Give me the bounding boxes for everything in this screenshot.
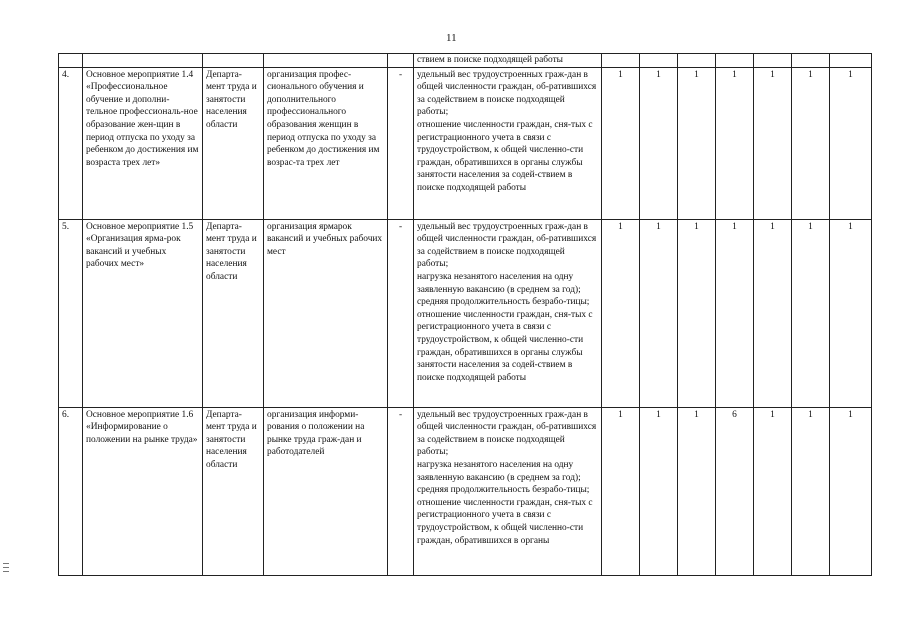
cell-direction: организация ярмарок вакансий и учебных рабочих мест bbox=[264, 219, 388, 407]
cell-value: 1 bbox=[678, 219, 716, 407]
cell-direction: организация профес-сионального обучения и дополнительного профессионального образования женщин в период отпуска по уходу за ребенком до достижения им возрас-та трех лет bbox=[264, 67, 388, 219]
cell-value: 1 bbox=[602, 67, 640, 219]
cell-measure bbox=[83, 54, 203, 68]
cell-value bbox=[678, 54, 716, 68]
cell-indicators: удельный вес трудоустроенных граж-дан в общей численности граждан, об-ратившихся за содействием в поиске подходящей работы; нагрузка незанятого населения на одну заявленную вакансию (в среднем за год); средняя продолжительность безрабо-тицы; отношение численности граждан, сня-тых с регистрационного учета в связи с трудоустройством, к общей численно-сти граждан, обратившихся в органы bbox=[414, 407, 602, 575]
scan-mark bbox=[3, 563, 9, 564]
cell-value: 1 bbox=[716, 67, 754, 219]
scan-mark bbox=[3, 571, 9, 572]
cell-value: 1 bbox=[602, 407, 640, 575]
table-row bbox=[59, 219, 872, 407]
cell-indicators: удельный вес трудоустроенных граж-дан в общей численности граждан, об-ратившихся за содействием в поиске подходящей работы; нагрузка незанятого населения на одну заявленную вакансию (в среднем за год); средняя продолжительность безрабо-тицы; отношение численности граждан, сня-тых с регистрационного учета в связи с трудоустройством, к общей численно-сти граждан, обратившихся в органы службы занятости населения за содей-ствием в поиске подходящей работы bbox=[414, 219, 602, 407]
cell-value: 1 bbox=[640, 67, 678, 219]
scan-mark bbox=[3, 567, 9, 568]
cell-value bbox=[792, 54, 830, 68]
table-row bbox=[59, 67, 872, 219]
cell-num: 6. bbox=[59, 407, 83, 575]
cell-value: 1 bbox=[830, 219, 872, 407]
cell-value bbox=[640, 54, 678, 68]
margin-scan-marks bbox=[3, 563, 9, 575]
cell-indicators: удельный вес трудоустроенных граж-дан в общей численности граждан, об-ратившихся за содействием в поиске подходящей работы; отношение численности граждан, сня-тых с регистрационного учета в связи с трудоустройством, к общей численно-сти граждан, обратившихся в органы службы занятости населения за содей-ствием в поиске подходящей работы bbox=[414, 67, 602, 219]
cell-executor bbox=[203, 54, 264, 68]
cell-value: 1 bbox=[640, 407, 678, 575]
cell-value bbox=[754, 54, 792, 68]
cell-dash: - bbox=[388, 407, 414, 575]
cell-direction bbox=[264, 54, 388, 68]
cell-value: 1 bbox=[678, 407, 716, 575]
cell-value: 1 bbox=[754, 67, 792, 219]
cell-dash: - bbox=[388, 219, 414, 407]
cell-value: 6 bbox=[716, 407, 754, 575]
cell-measure: Основное мероприятие 1.6 «Информирование о положении на рынке труда» bbox=[83, 407, 203, 575]
cell-value: 1 bbox=[640, 219, 678, 407]
cell-value bbox=[602, 54, 640, 68]
page-number: 11 bbox=[446, 32, 457, 44]
cell-num bbox=[59, 54, 83, 68]
table-row-carry bbox=[59, 54, 872, 68]
cell-value: 1 bbox=[716, 219, 754, 407]
cell-executor: Департа-мент труда и занятости населения области bbox=[203, 407, 264, 575]
cell-measure: Основное мероприятие 1.5 «Организация ярма-рок вакансий и учебных рабочих мест» bbox=[83, 219, 203, 407]
cell-value: 1 bbox=[830, 67, 872, 219]
cell-value: 1 bbox=[602, 219, 640, 407]
cell-num: 5. bbox=[59, 219, 83, 407]
cell-executor: Департа-мент труда и занятости населения области bbox=[203, 219, 264, 407]
cell-value: 1 bbox=[754, 407, 792, 575]
table-row bbox=[59, 407, 872, 575]
cell-value: 1 bbox=[792, 407, 830, 575]
cell-dash: - bbox=[388, 67, 414, 219]
cell-value: 1 bbox=[830, 407, 872, 575]
cell-value bbox=[830, 54, 872, 68]
cell-num: 4. bbox=[59, 67, 83, 219]
cell-value bbox=[716, 54, 754, 68]
cell-value: 1 bbox=[792, 219, 830, 407]
cell-value: 1 bbox=[792, 67, 830, 219]
cell-indicators: ствием в поиске подходящей работы bbox=[414, 54, 602, 68]
cell-value: 1 bbox=[754, 219, 792, 407]
cell-direction: организация информи-рования о положении на рынке труда граж-дан и работодателей bbox=[264, 407, 388, 575]
measures-table bbox=[58, 53, 872, 576]
cell-dash bbox=[388, 54, 414, 68]
cell-value: 1 bbox=[678, 67, 716, 219]
cell-measure: Основное мероприятие 1.4 «Профессиональное обучение и дополни-тельное профессиональ-ное образование жен-щин в период отпуска по уходу за ребенком до достижения им возраста трех лет» bbox=[83, 67, 203, 219]
cell-executor: Департа-мент труда и занятости населения области bbox=[203, 67, 264, 219]
